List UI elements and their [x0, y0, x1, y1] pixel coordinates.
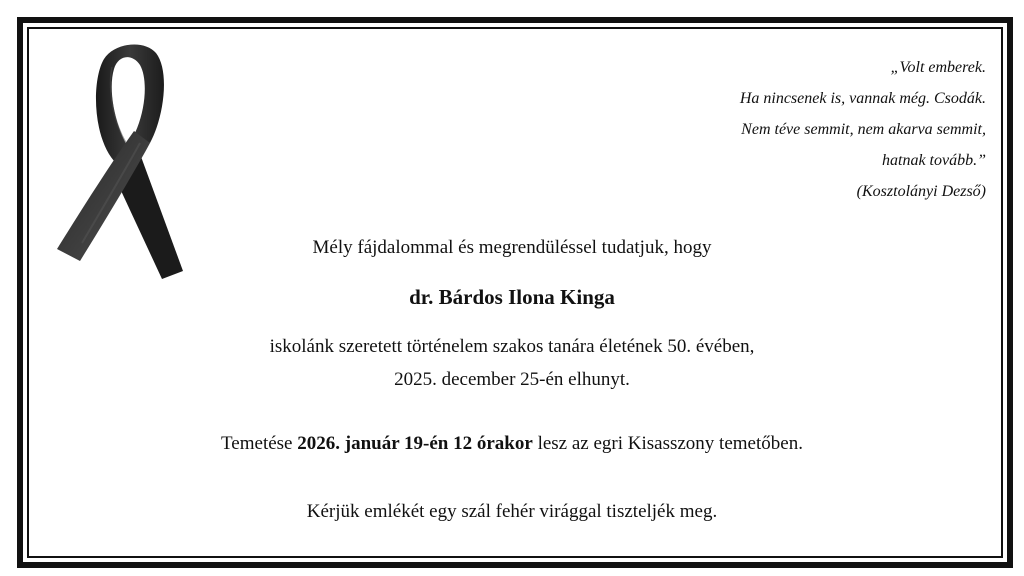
notice-description-line-2: 2025. december 25-én elhunyt.: [394, 369, 630, 390]
poem-quote: [740, 52, 986, 207]
quote-author: (Kosztolányi Dezső): [856, 183, 986, 200]
quote-line: Ha nincsenek is, vannak még. Csodák.: [739, 90, 986, 107]
funeral-date: 2026. január 19-én 12 órakor: [297, 433, 533, 454]
quote-line: Nem téve semmit, nem akarva semmit,: [741, 121, 986, 138]
quote-line: hatnak tovább.”: [882, 152, 986, 169]
notice-intro: Mély fájdalommal és megrendüléssel tudatjuk, hogy: [312, 237, 712, 258]
deceased-name: dr. Bárdos Ilona Kinga: [409, 285, 615, 309]
notice-description-line-1: iskolánk szeretett történelem szakos tanára életének 50. évében,: [269, 336, 755, 357]
notice-request: Kérjük emlékét egy szál fehér virággal tiszteljék meg.: [306, 501, 718, 522]
funeral-location: lesz az egri Kisasszony temetőben.: [532, 433, 803, 454]
funeral-prefix: Temetése: [221, 433, 298, 454]
funeral-details: [0, 433, 1024, 455]
quote-line: „Volt emberek.: [890, 59, 986, 76]
